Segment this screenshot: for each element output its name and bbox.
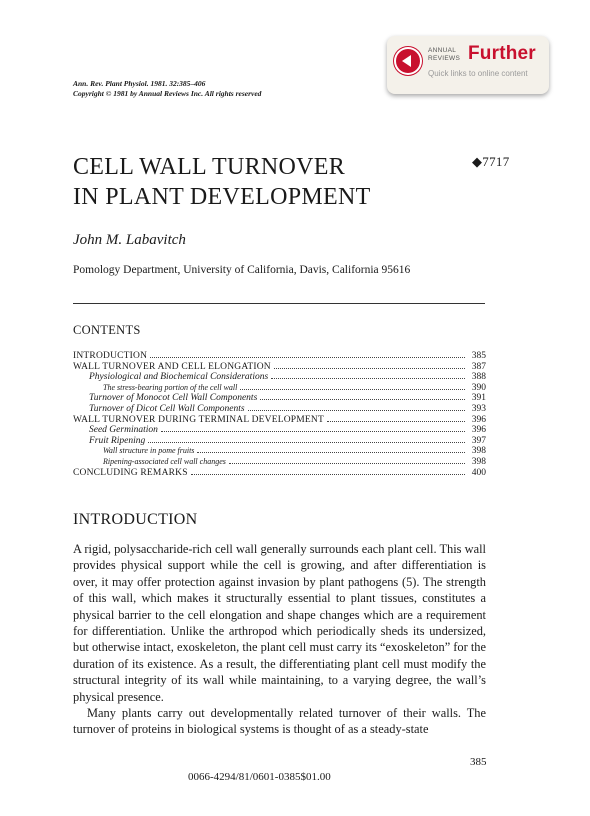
title-line-1: CELL WALL TURNOVER: [73, 154, 346, 180]
toc-label: Physiological and Biochemical Considerations: [89, 372, 269, 383]
toc-page: 387: [471, 361, 486, 372]
toc-item[interactable]: [73, 414, 486, 425]
toc-page: 391: [471, 393, 486, 404]
toc-item[interactable]: [73, 467, 486, 478]
journal-citation: Ann. Rev. Plant Physiol. 1981. 32:385–406: [73, 79, 206, 88]
toc-page: 396: [471, 425, 486, 436]
toc-page: 397: [471, 435, 486, 446]
toc-leader: [148, 435, 465, 443]
toc-item[interactable]: [73, 424, 486, 435]
toc-page: 398: [471, 456, 486, 467]
toc-leader: [161, 424, 465, 432]
further-badge[interactable]: [387, 36, 549, 94]
paragraph-2: Many plants carry out developmentally related turnover of their walls. The turnover of proteins in biological systems is thought of as a steady-state: [73, 706, 486, 737]
journal-header: [73, 79, 261, 98]
badge-line-annual: ANNUAL: [428, 47, 457, 54]
toc-leader: [197, 445, 465, 453]
toc-item[interactable]: [73, 382, 486, 393]
article-title: [73, 152, 371, 212]
toc-item[interactable]: [73, 403, 486, 414]
toc-page: 396: [471, 414, 486, 425]
author-name: John M. Labavitch: [73, 232, 186, 248]
toc-label: Turnover of Monocot Cell Wall Components: [89, 393, 258, 404]
badge-tagline: Quick links to online content: [428, 69, 528, 78]
divider: [73, 303, 485, 304]
toc-leader: [240, 382, 465, 390]
toc-label: WALL TURNOVER DURING TERMINAL DEVELOPMENT: [73, 414, 324, 425]
toc-label: Turnover of Dicot Cell Wall Components: [89, 403, 245, 414]
toc-label: Fruit Ripening: [89, 435, 146, 446]
toc-item[interactable]: [73, 435, 486, 446]
toc-page: 393: [471, 403, 486, 414]
toc-page: 398: [471, 446, 486, 457]
toc-leader: [150, 350, 465, 358]
introduction-heading: INTRODUCTION: [73, 511, 198, 528]
toc-leader: [260, 392, 465, 400]
badge-brand: Further: [468, 43, 536, 64]
toc-label: Seed Germination: [89, 425, 158, 436]
article-code: ◆7717: [472, 154, 510, 169]
toc-label: Ripening-associated cell wall changes: [103, 456, 226, 466]
journal-copyright: Copyright © 1981 by Annual Reviews Inc. All rights reserved: [73, 88, 262, 98]
introduction-body: [73, 541, 486, 738]
table-of-contents: [73, 350, 486, 477]
badge-line-reviews: REVIEWS: [428, 54, 461, 62]
toc-item[interactable]: [73, 371, 486, 382]
toc-page: 385: [471, 351, 486, 361]
toc-item[interactable]: [73, 445, 486, 456]
page-number: 385: [470, 756, 487, 768]
toc-item[interactable]: [73, 392, 486, 403]
toc-page: 400: [471, 467, 486, 478]
toc-item[interactable]: [73, 350, 486, 361]
arrow-left-icon: [394, 47, 422, 75]
footer-code: 0066-4294/81/0601-0385$01.00: [188, 771, 331, 783]
contents-heading: CONTENTS: [73, 323, 141, 337]
toc-leader: [229, 456, 465, 464]
badge-publisher: [428, 47, 468, 62]
title-line-2: IN PLANT DEVELOPMENT: [73, 184, 371, 210]
toc-leader: [327, 414, 465, 422]
toc-leader: [191, 467, 465, 475]
toc-label: WALL TURNOVER AND CELL ELONGATION: [73, 361, 271, 372]
toc-page: 390: [471, 382, 486, 393]
toc-label: CONCLUDING REMARKS: [73, 467, 188, 478]
toc-label: The stress-bearing portion of the cell wall: [103, 382, 238, 392]
toc-label: Wall structure in pome fruits: [103, 446, 195, 456]
toc-label: INTRODUCTION: [73, 351, 148, 361]
paragraph-1: A rigid, polysaccharide-rich cell wall generally surrounds each plant cell. This wall provides physical support while the cell is growing, and after differentiation is over, it may offer protection against invasion by plant pathogens (5). The strength of this wall, which makes it structurally essential to plant tissues, constitutes a physical barrier to the cell elongation and shape changes which are a requirement for differentiation. Unlike the arthropod which periodically sheds its undersized, but otherwise intact, exoskeleton, the plant cell must carry its “exoskeleton” for the duration of its existence. As a result, the differentiating plant cell must modify the structural integrity of its wall while maintaining, to a varying degree, the wall’s physical presence.: [73, 542, 486, 704]
toc-leader: [274, 361, 465, 369]
author-affiliation: Pomology Department, University of California, Davis, California 95616: [73, 264, 411, 276]
toc-item[interactable]: [73, 361, 486, 372]
toc-leader: [248, 403, 465, 411]
toc-item[interactable]: [73, 456, 486, 467]
toc-page: 388: [471, 372, 486, 383]
toc-leader: [271, 371, 465, 379]
